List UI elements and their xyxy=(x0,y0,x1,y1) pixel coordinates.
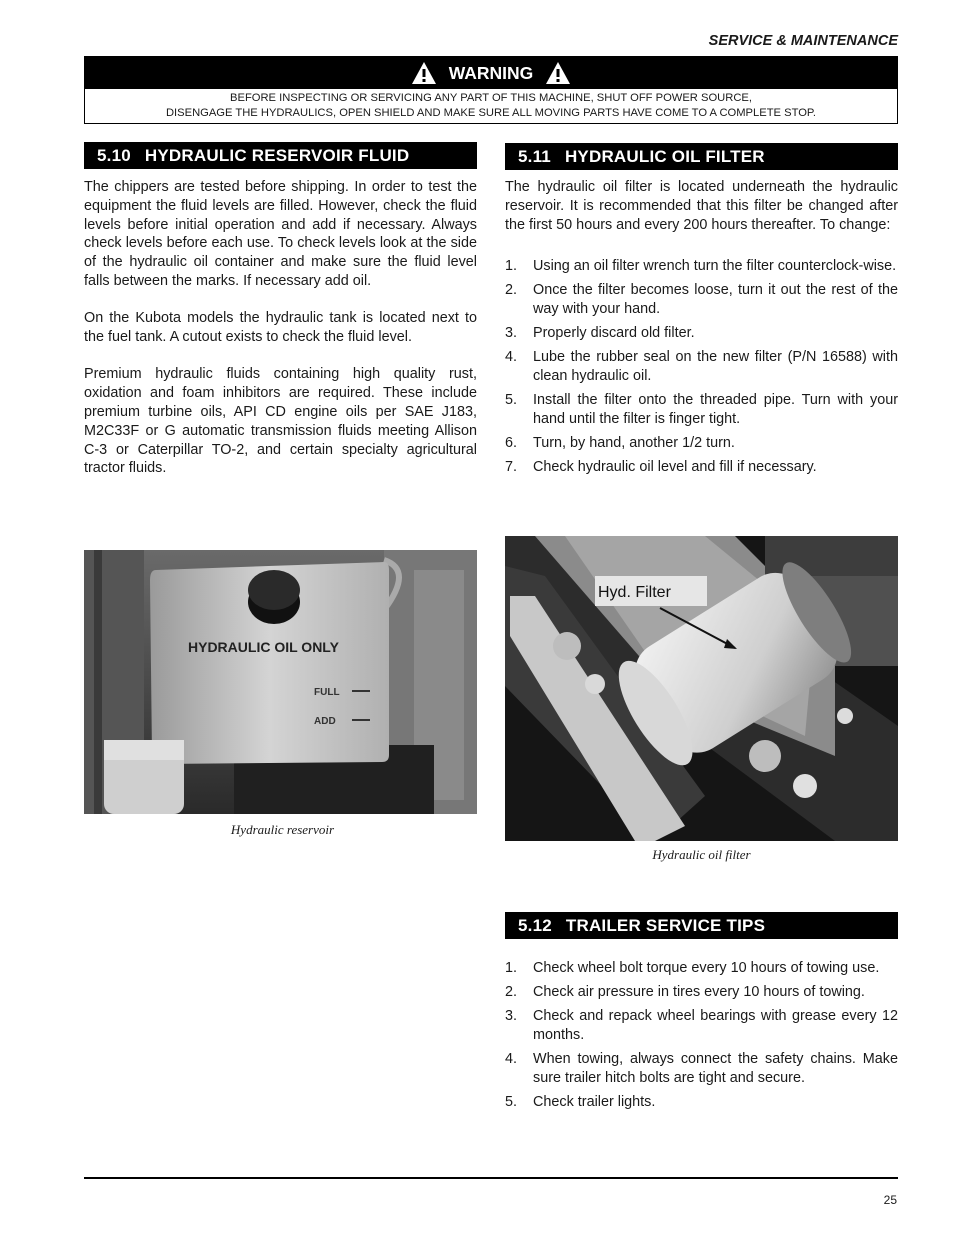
warning-line: DISENGAGE THE HYDRAULICS, OPEN SHIELD AND MAKE SURE ALL MOVING PARTS HAVE COME TO A COMPLETE STOP. xyxy=(165,106,817,119)
trailer-tips-list xyxy=(505,959,898,1111)
tank-label: HYDRAULIC OIL ONLY xyxy=(188,639,339,655)
full-mark-label: FULL xyxy=(314,687,340,698)
figure-caption: Hydraulic oil filter xyxy=(652,847,751,862)
warning-box xyxy=(84,56,898,124)
section-body-5-12 xyxy=(505,959,898,1117)
hydraulic-reservoir-photo xyxy=(84,550,477,814)
list-item: 3. Check and repack wheel bearings with grease every 12 months. xyxy=(505,1007,898,1043)
section-heading-5-12 xyxy=(505,912,898,939)
list-item: 5. Install the filter onto the threaded pipe. Turn with your hand until the filter is finger tight. xyxy=(505,391,898,427)
section-title: HYDRAULIC RESERVOIR FLUID xyxy=(144,146,410,165)
hydraulic-filter-photo xyxy=(505,536,898,841)
filter-callout-label: Hyd. Filter xyxy=(598,584,671,601)
section-body-5-11 xyxy=(505,178,898,482)
warning-bar xyxy=(85,57,897,89)
warning-triangle-icon xyxy=(411,61,437,85)
paragraph: The chippers are tested before shipping. In order to test the equipment the fluid levels are filled. However, check the fluid levels before initial operation and add if necessary. Always check levels before each use. To check levels look at the side of the hydraulic oil container and make sure the fluid level falls between the marks. If necessary add oil. xyxy=(84,179,477,289)
section-body-5-10 xyxy=(84,178,477,478)
list-item: 4. Lube the rubber seal on the new filter (P/N 16588) with clean hydraulic oil. xyxy=(505,349,898,384)
list-item: 5. Check trailer lights. xyxy=(505,1093,656,1110)
warning-text xyxy=(85,89,897,120)
paragraph: On the Kubota models the hydraulic tank is located next to the fuel tank. A cutout exists to check the fluid level. xyxy=(84,310,477,346)
list-item: 2. Check air pressure in tires every 10 hours of towing. xyxy=(505,983,865,1000)
paragraph: Premium hydraulic fluids containing high quality rust, oxidation and foam inhibitors are required. These include premium turbine oils, API CD engine oils per SAE J183, M2C33F or G automatic transmission fluids meeting Allison C-3 or Caterpillar TO-2, and certain specialty agricultural tractor fluids. xyxy=(84,366,477,477)
section-heading-5-10 xyxy=(84,142,477,169)
add-mark-label: ADD xyxy=(314,716,336,727)
section-heading-5-11 xyxy=(505,143,898,170)
section-number: 5.10 xyxy=(97,146,131,165)
list-item: 2. Once the filter becomes loose, turn it out the rest of the way with your hand. xyxy=(505,282,898,318)
footer-rule xyxy=(84,1177,898,1179)
filter-steps-list xyxy=(505,257,898,476)
list-item: 7. Check hydraulic oil level and fill if necessary. xyxy=(505,458,817,475)
figure-caption: Hydraulic reservoir xyxy=(230,822,335,837)
list-item: 3. Properly discard old filter. xyxy=(505,325,695,342)
list-item: 6. Turn, by hand, another 1/2 turn. xyxy=(505,434,735,451)
warning-label: WARNING xyxy=(448,62,534,83)
page-number: 25 xyxy=(883,1193,897,1207)
paragraph: The hydraulic oil filter is located underneath the hydraulic reservoir. It is recommended that this filter be changed after the first 50 hours and every 200 hours thereafter. To change: xyxy=(505,179,898,233)
list-item: 1. Check wheel bolt torque every 10 hours of towing use. xyxy=(505,960,880,976)
running-header: SERVICE & MAINTENANCE xyxy=(708,33,898,49)
warning-triangle-icon xyxy=(545,61,571,85)
section-number: 5.11 xyxy=(518,147,551,166)
section-number: 5.12 xyxy=(518,916,552,935)
section-title: HYDRAULIC OIL FILTER xyxy=(564,147,765,166)
list-item: 1. Using an oil filter wrench turn the filter counterclock-wise. xyxy=(505,258,897,275)
section-title: TRAILER SERVICE TIPS xyxy=(565,916,766,935)
warning-line: BEFORE INSPECTING OR SERVICING ANY PART OF THIS MACHINE, SHUT OFF POWER SOURCE, xyxy=(230,92,752,104)
list-item: 4. When towing, always connect the safety chains. Make sure trailer hitch bolts are tight and secure. xyxy=(505,1050,898,1086)
